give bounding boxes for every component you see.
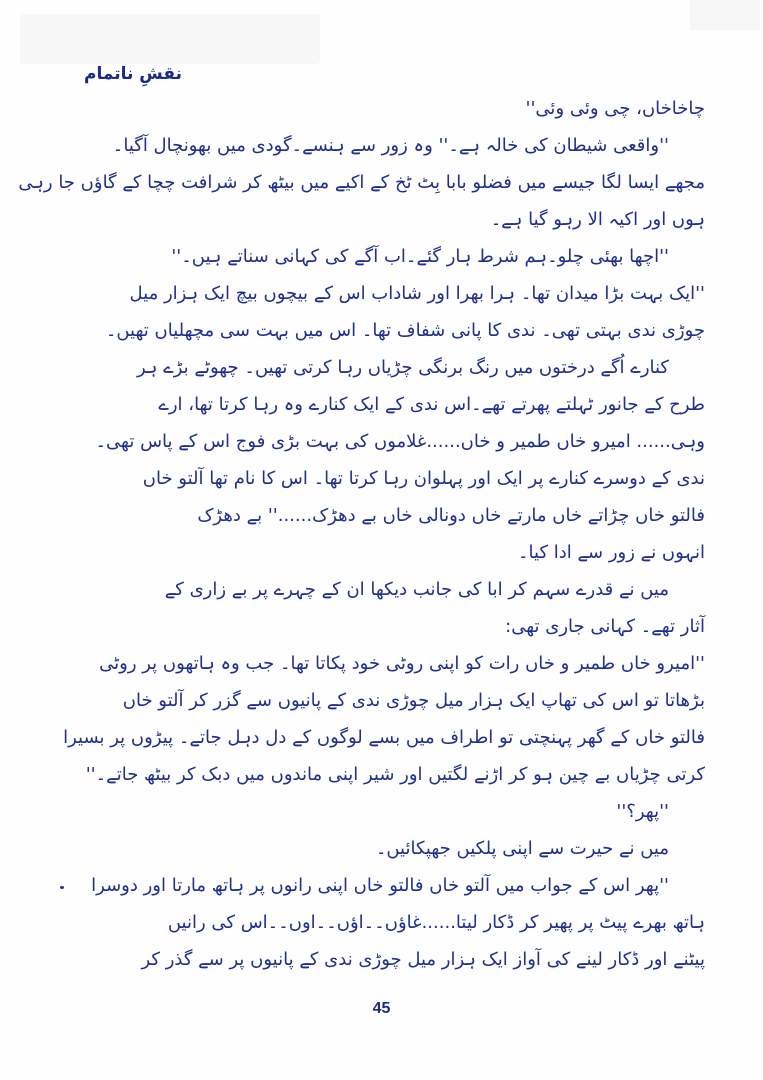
- text-line: وہی...... امیرو خاں طمیر و خاں......غلاموں کی بہت بڑی فوج اس کے پاس تھی۔: [95, 431, 705, 452]
- text-line: ''ایک بہت بڑا میدان تھا۔ ہرا بھرا اور شاداب اس کے بیچوں بیچ ایک ہزار میل: [129, 283, 705, 304]
- body-text: [18, 90, 705, 978]
- text-line: کنارے اُگے درختوں میں رنگ برنگی چڑیاں رہا کرتی تھیں۔ چھوٹے بڑے ہر: [136, 357, 669, 378]
- text-line: چاخاخاں، چی وئی وئی'': [525, 98, 705, 119]
- text-line: ''واقعی شیطان کی خالہ ہے۔'' وہ زور سے ہنسے۔گودی میں بھونچال آگیا۔: [112, 135, 669, 156]
- text-line: میں نے قدرے سہم کر ابا کی جانب دیکھا ان کے چہرے پر بے زاری کے: [164, 579, 669, 600]
- text-line: ''پھر اس کے جواب میں آلتو خاں فالتو خاں اپنی رانوں پر ہاتھ مارتا اور دوسرا: [91, 875, 669, 896]
- text-line: ہوں اور اکیہ الا رہو گیا ہے۔: [490, 209, 705, 230]
- text-line: چوڑی ندی بہتی تھی۔ ندی کا پانی شفاف تھا۔ اس میں بہت سی مچھلیاں تھیں۔: [105, 320, 705, 341]
- text-line: بڑھاتا تو اس کی تھاپ ایک ہزار میل چوڑی ندی کے پانیوں سے گزر کر آلتو خاں: [122, 690, 705, 711]
- text-line: ''امیرو خاں طمیر و خاں رات کو اپنی روٹی خود پکاتا تھا۔ جب وہ ہاتھوں پر روٹی: [99, 653, 705, 674]
- scan-corner-mark: [690, 0, 760, 30]
- text-line: ''اچھا بھئی چلو۔ہم شرط ہار گئے۔اب آگے کی کہانی سناتے ہیں۔'': [171, 246, 669, 267]
- text-line: کرتی چڑیاں بے چین ہو کر اڑنے لگتیں اور شیر اپنی ماندوں میں دبک کر بیٹھ جاتے۔'': [85, 764, 705, 785]
- stray-ink-dot: [60, 886, 64, 889]
- text-line: آثار تھے۔ کہانی جاری تھی:: [505, 616, 705, 637]
- text-line: فالتو خاں کے گھر پہنچتی تو اطراف میں بسے لوگوں کے دل دہل جاتے۔ پیڑوں پر بسیرا: [63, 727, 705, 748]
- text-line: انہوں نے زور سے ادا کیا۔: [518, 542, 705, 563]
- text-line: فالتو خاں چڑاتے خاں مارتے خاں دونالی خاں بے دھڑک......'' بے دھڑک: [197, 505, 705, 526]
- text-line: مجھے ایسا لگا جیسے میں فضلو بابا بِٹ ٹخ کے اکیے میں بیٹھ کر شرافت چچا کے گاؤں جا رہی: [18, 172, 705, 193]
- running-header: نقشِ ناتمام: [84, 64, 182, 84]
- text-line: طرح کے جانور ٹہلتے پھرتے تھے۔اس ندی کے ایک کنارے وہ رہا کرتا تھا، ارے: [158, 394, 705, 415]
- text-line: پیٹنے اور ڈکار لینے کی آواز ایک ہزار میل چوڑی ندی کے پانیوں پر سے گذر کر: [141, 949, 705, 970]
- text-line: ہاتھ بھرے پیٹ پر پھیر کر ڈکار لیتا......غاؤں۔۔اؤں۔۔اوں۔۔اس کی رانیں: [167, 912, 705, 933]
- text-line: ندی کے دوسرے کنارے پر ایک اور پہلوان رہا کرتا تھا۔ اس کا نام تھا آلتو خاں: [142, 468, 705, 489]
- scan-smudge: [20, 14, 320, 64]
- page-number: 45: [372, 1000, 391, 1017]
- text-line: ''پھر؟'': [616, 801, 669, 822]
- text-line: میں نے حیرت سے اپنی پلکیں جھپکائیں۔: [375, 838, 669, 859]
